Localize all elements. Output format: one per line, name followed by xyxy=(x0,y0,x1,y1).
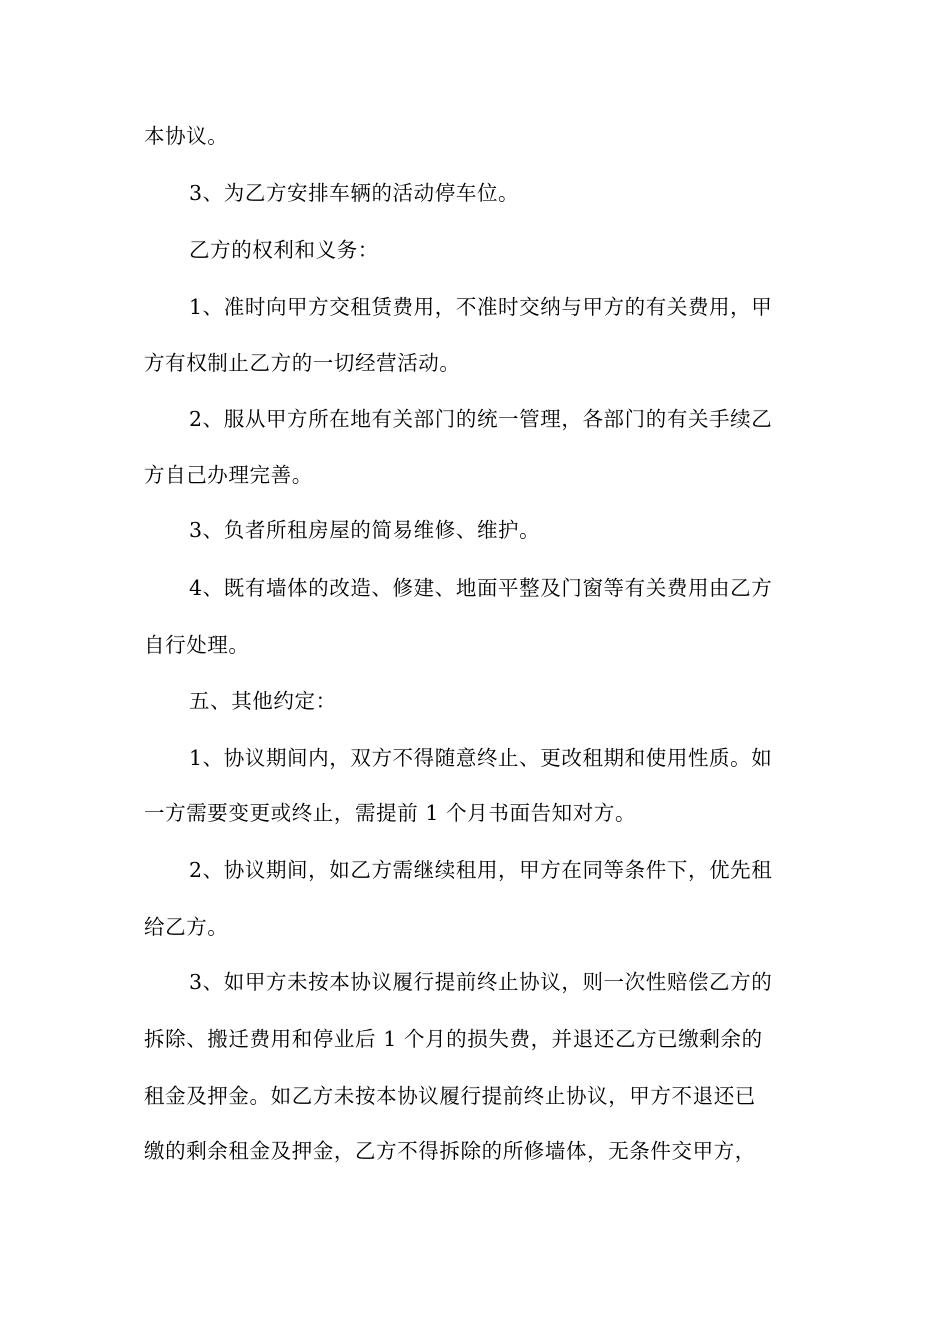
text-line: 1、准时向甲方交租赁费用，不准时交纳与甲方的有关费用，甲 xyxy=(189,295,773,319)
text-line: 4、既有墙体的改造、修建、地面平整及门窗等有关费用由乙方 xyxy=(189,576,773,600)
text-line: 1、协议期间内，双方不得随意终止、更改租期和使用性质。如 xyxy=(189,746,773,770)
text-line: 3、如甲方未按本协议履行提前终止协议，则一次性赔偿乙方的 xyxy=(189,970,773,994)
text-line: 五、其他约定： xyxy=(189,689,337,713)
text-line: 给乙方。 xyxy=(144,915,229,939)
text-line: 自行处理。 xyxy=(144,633,250,657)
text-line: 方有权制止乙方的一切经营活动。 xyxy=(144,351,461,375)
text-line: 拆除、搬迁费用和停业后 1 个月的损失费，并退还乙方已缴剩余的 xyxy=(144,1027,763,1051)
text-line: 3、负者所租房屋的简易维修、维护。 xyxy=(189,518,541,542)
text-line: 缴的剩余租金及押金，乙方不得拆除的所修墙体，无条件交甲方， xyxy=(144,1139,756,1163)
text-line: 本协议。 xyxy=(144,124,229,148)
text-line: 租金及押金。如乙方未按本协议履行提前终止协议，甲方不退还已 xyxy=(144,1084,756,1108)
text-line: 3、为乙方安排车辆的活动停车位。 xyxy=(189,181,520,205)
text-line: 2、协议期间，如乙方需继续租用，甲方在同等条件下，优先租 xyxy=(189,858,773,882)
text-line: 2、服从甲方所在地有关部门的统一管理，各部门的有关手续乙 xyxy=(189,407,773,431)
text-line: 一方需要变更或终止，需提前 1 个月书面告知对方。 xyxy=(144,801,637,825)
text-line: 乙方的权利和义务： xyxy=(189,238,379,262)
text-line: 方自己办理完善。 xyxy=(144,463,313,487)
